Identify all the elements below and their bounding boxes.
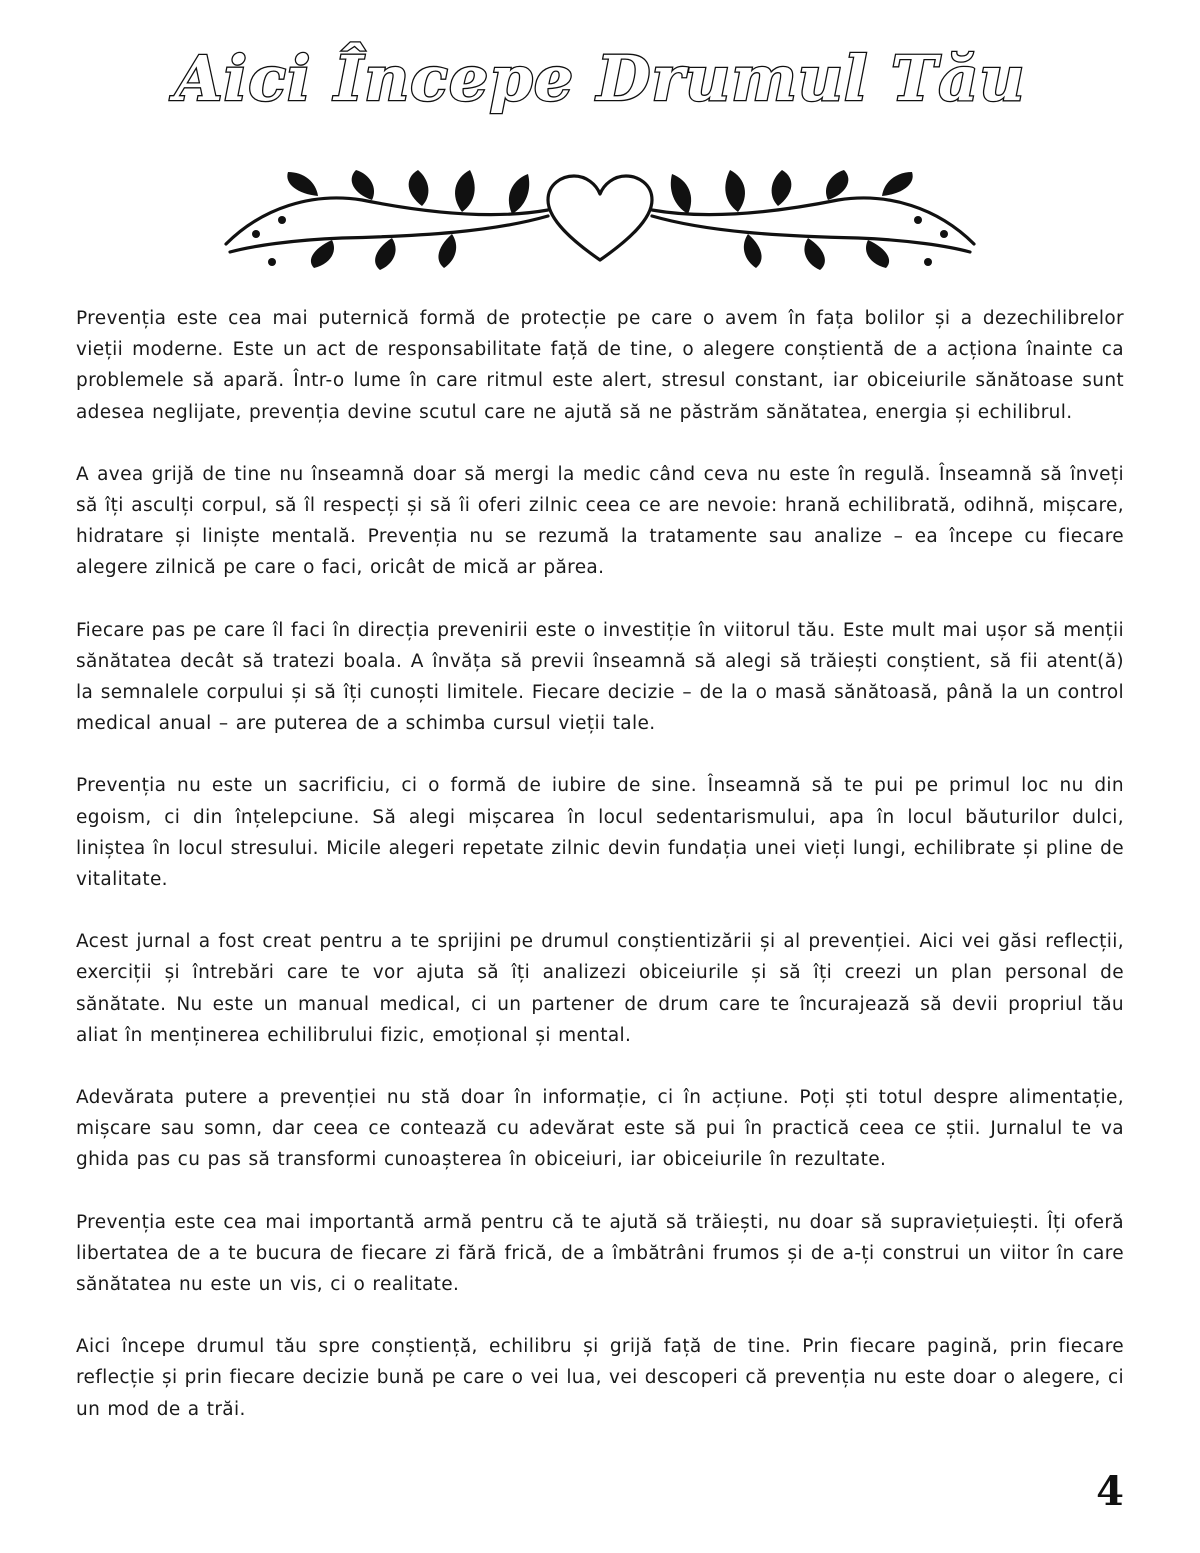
paragraph: Adevărata putere a prevenției nu stă doar în informație, ci în acțiune. Poți ști totul despre alimentație, mișcare sau somn, dar ceea ce contează cu adevărat este să pui în practică ceea ce știi. Jurnalul te va ghida pas cu pas să transformi cunoașterea în obiceiuri, iar obiceiurile în rezultate. [76, 1087, 1124, 1171]
page-number: 4 [1096, 1468, 1124, 1515]
paragraph: Aici începe drumul tău spre conștiență, echilibru și grijă față de tine. Prin fiecare pagină, prin fiecare reflecție și prin fiecare decizie bună pe care o vei lua, vei descoperi că prevenția nu este doar o alegere, ci un mod de a trăi. [76, 1336, 1124, 1420]
body-text [76, 303, 1124, 1456]
paragraph: Acest jurnal a fost creat pentru a te sprijini pe drumul conștientizării și al prevenției. Aici vei găsi reflecții, exerciții și întrebări care te vor ajuta să îți analizezi obiceiurile și să îți creezi un plan personal de sănătate. Nu este un manual medical, ci un partener de drum care te încurajează să devii propriul tău aliat în menținerea echilibrului fizic, emoțional și mental. [76, 931, 1124, 1046]
floral-heart-divider-icon [222, 160, 978, 280]
paragraph: Prevenția este cea mai puternică formă de protecție pe care o avem în fața bolilor și a dezechilibrelor vieții moderne. Este un act de responsabilitate față de tine, o alegere conștientă de a acționa înainte ca problemele să apară. Într-o lume în care ritmul este alert, stresul constant, iar obiceiurile sănătoase sunt adesea neglijate, prevenția devine scutul care ne ajută să ne păstrăm sănătatea, energia și echilibrul. [76, 308, 1124, 423]
paragraph: A avea grijă de tine nu înseamnă doar să mergi la medic când ceva nu este în regulă. Înseamnă să înveți să îți asculți corpul, să îl respecți și să îi oferi zilnic ceea ce are nevoie: hrană echilibrată, odihnă, mișcare, hidratare și liniște mentală. Prevenția nu se rezumă la tratamente sau analize – ea începe cu fiecare alegere zilnică pe care o faci, oricât de mică ar părea. [76, 463, 1124, 579]
paragraph: Fiecare pas pe care îl faci în direcția prevenirii este o investiție în viitorul tău. Este mult mai ușor să menții sănătatea decât să tratezi boala. A învăța să previi înseamnă să alegi să trăiești conștient, să fii atent(ă) la semnalele corpului și să îți cunoști limitele. Fiecare decizie – de la o masă sănătoasă, până la un control medical anual – are puterea de a schimba cursul vieții tale. [76, 619, 1124, 735]
page-title: Aici Începe Drumul Tău [174, 42, 1026, 115]
paragraph: Prevenția este cea mai importantă armă pentru că te ajută să trăiești, nu doar să supraviețuiești. Îți oferă libertatea de a te bucura de fiecare zi fără frică, de a îmbătrâni frumos și de a-ți construi un viitor în care sănătatea nu este un vis, ci o realitate. [76, 1211, 1124, 1296]
paragraph: Prevenția nu este un sacrificiu, ci o formă de iubire de sine. Înseamnă să te pui pe primul loc nu din egoism, ci din înțelepciune. Să alegi mișcarea în locul sedentarismului, apa în locul băuturilor dulci, liniștea în locul stresului. Micile alegeri repetate zilnic devin fundația unei vieți lungi, echilibrate și pline de vitalitate. [76, 775, 1124, 891]
